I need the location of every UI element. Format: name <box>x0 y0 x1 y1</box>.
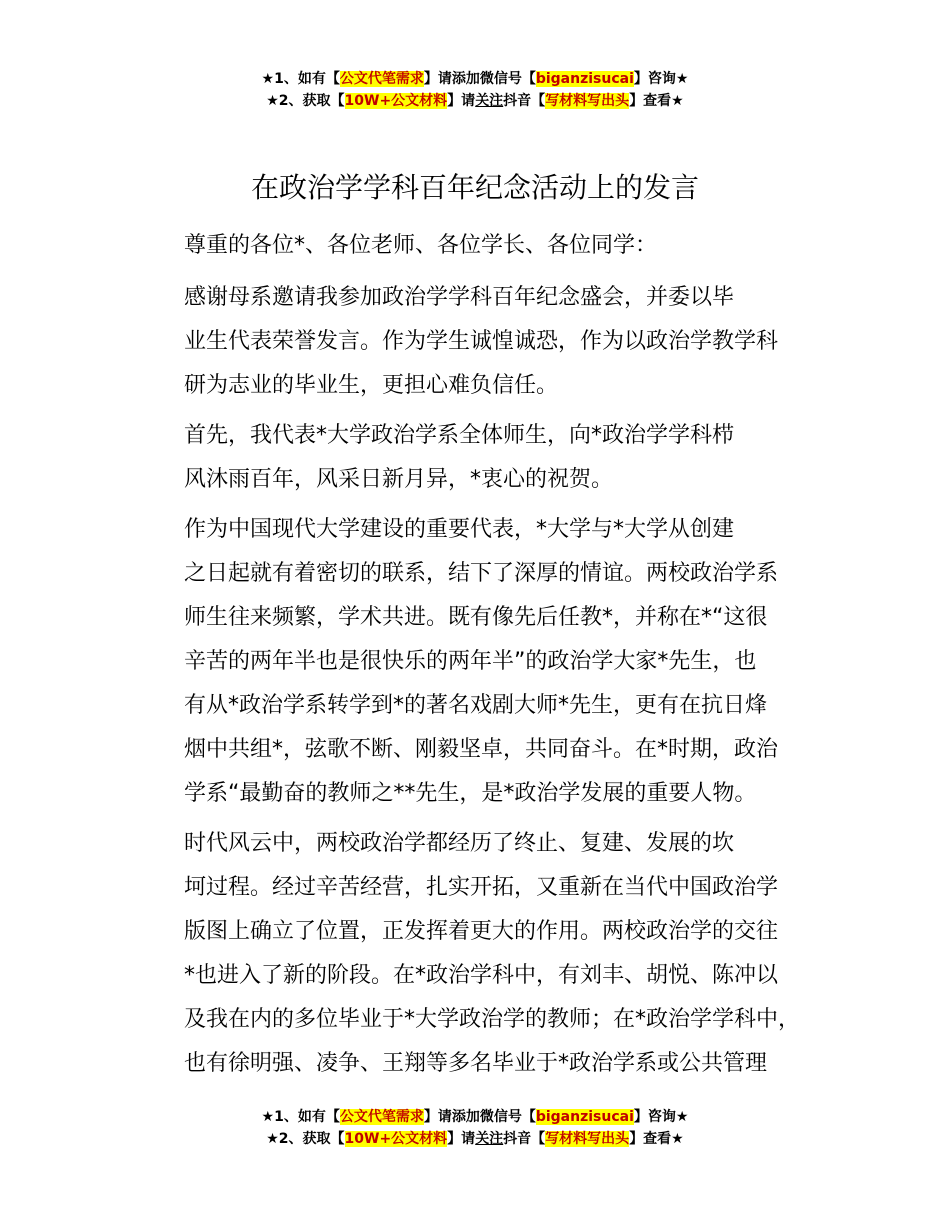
banner-text: 】请 <box>447 1131 476 1147</box>
header-banner-line-1 <box>0 68 950 90</box>
footer-banner-line-2 <box>0 1128 950 1150</box>
paragraph-line: 学系“最勤奋的教师之**先生，是*政治学发展的重要人物。 <box>184 781 757 806</box>
paragraph-line: 也有徐明强、凌争、王翔等多名毕业于*政治学系或公共管理 <box>184 1051 768 1076</box>
highlight-materials: 10W+公文材料 <box>344 93 448 109</box>
highlight-service: 公文代笔需求 <box>339 1109 424 1125</box>
highlight-materials: 10W+公文材料 <box>344 1131 448 1147</box>
banner-text: 抖音【 <box>503 93 546 109</box>
highlight-account: 写材料写出头 <box>545 1131 630 1147</box>
paragraph-2 <box>140 414 820 502</box>
banner-text: 】查看★ <box>629 93 684 109</box>
banner-text: 】咨询★ <box>633 1109 689 1125</box>
paragraph-line: 师生往来频繁，学术共进。既有像先后任教*，并称在*“这很 <box>184 605 768 630</box>
banner-text: 抖音【 <box>503 1131 546 1147</box>
paragraph-line: 研为志业的毕业生，更担心难负信任。 <box>184 373 559 398</box>
banner-text: 】请添加微信号【 <box>423 71 536 87</box>
paragraph-3 <box>140 508 820 816</box>
paragraph-line: 感谢母系邀请我参加政治学学科百年纪念盛会，并委以毕 <box>184 285 735 310</box>
banner-text: ★1、如有【 <box>261 71 340 87</box>
underlined-follow: 关注 <box>475 1131 504 1147</box>
paragraph-line: 有从*政治学系转学到*的著名戏剧大师*先生，更有在抗日烽 <box>184 693 768 718</box>
highlight-wechat-id: biganzisucai <box>535 1109 634 1125</box>
paragraph-line: 业生代表荣誉发言。作为学生诚惶诚恐，作为以政治学教学科 <box>184 329 779 354</box>
underlined-follow: 关注 <box>475 93 504 109</box>
banner-text: 】请添加微信号【 <box>423 1109 536 1125</box>
paragraph-1 <box>140 276 820 408</box>
paragraph-line: 首先，我代表*大学政治学系全体师生，向*政治学学科栉 <box>184 423 735 448</box>
banner-text: 】查看★ <box>629 1131 684 1147</box>
paragraph-line: 版图上确立了位置，正发挥着更大的作用。两校政治学的交往 <box>184 919 779 944</box>
highlight-account: 写材料写出头 <box>545 93 630 109</box>
banner-text: ★2、获取【 <box>266 93 345 109</box>
document-body <box>140 224 820 1092</box>
paragraph-line: 时代风云中，两校政治学都经历了终止、复建、发展的坎 <box>184 831 735 856</box>
paragraph-4 <box>140 822 820 1086</box>
banner-text: ★1、如有【 <box>261 1109 340 1125</box>
paragraph-line: 烟中共组*，弦歌不断、刚毅坚卓，共同奋斗。在*时期，政治 <box>184 737 779 762</box>
banner-text: 】请 <box>447 93 476 109</box>
paragraph-line: 坷过程。经过辛苦经营，扎实开拓，又重新在当代中国政治学 <box>184 875 779 900</box>
paragraph-line: 辛苦的两年半也是很快乐的两年半”的政治学大家*先生，也 <box>184 649 757 674</box>
paragraph-line: 及我在内的多位毕业于*大学政治学的教师；在*政治学学科中， <box>184 1007 801 1032</box>
header-banner <box>0 68 950 112</box>
paragraph-line: 风沐雨百年，风采日新月异，*衷心的祝贺。 <box>184 467 614 492</box>
banner-text: ★2、获取【 <box>266 1131 345 1147</box>
paragraph-line: *也进入了新的阶段。在*政治学科中，有刘丰、胡悦、陈冲以 <box>184 963 779 988</box>
paragraph-line: 之日起就有着密切的联系，结下了深厚的情谊。两校政治学系 <box>184 561 779 586</box>
header-banner-line-2 <box>0 90 950 112</box>
document-title: 在政治学学科百年纪念活动上的发言 <box>250 171 699 204</box>
highlight-wechat-id: biganzisucai <box>535 71 634 87</box>
banner-text: 】咨询★ <box>633 71 689 87</box>
paragraph-line: 作为中国现代大学建设的重要代表，*大学与*大学从创建 <box>184 517 735 542</box>
footer-banner-line-1 <box>0 1106 950 1128</box>
footer-banner <box>0 1106 950 1150</box>
salutation: 尊重的各位*、各位老师、各位学长、各位同学： <box>184 233 658 258</box>
highlight-service: 公文代笔需求 <box>339 71 424 87</box>
